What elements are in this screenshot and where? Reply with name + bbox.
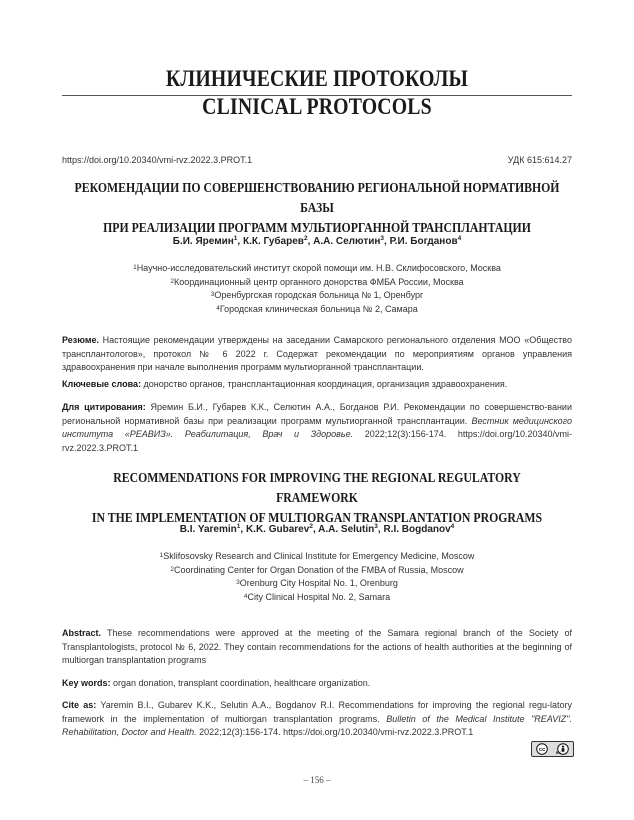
author-sup: 3 xyxy=(374,523,378,530)
cite-label: Для цитирования: xyxy=(62,402,146,412)
author-sep: , xyxy=(377,524,384,535)
author-sep: , xyxy=(307,236,314,247)
author-name: R.I. Bogdanov xyxy=(383,524,451,535)
udk-code: УДК 615:614.27 xyxy=(507,155,572,165)
keywords-text: донорство органов, трансплантационная координация, организация здравоохранения. xyxy=(143,379,508,389)
affiliation-sup: 2 xyxy=(170,565,174,573)
affiliation-sup: 2 xyxy=(170,277,174,285)
affiliation-text: Coordinating Center for Organ Donation of the FMBA of Russia, Moscow xyxy=(173,564,464,575)
author-sep: , xyxy=(384,236,390,247)
author-name: Б.И. Яремин xyxy=(172,236,234,247)
citation-en xyxy=(62,699,572,740)
citation-ru xyxy=(62,401,572,455)
author-sup: 4 xyxy=(457,235,462,242)
cite-doi-link[interactable]: https://doi.org/10.20340/vmi-rvz.2022.3.PROT.1 xyxy=(62,429,572,453)
author-sup: 2 xyxy=(309,523,313,530)
svg-text:cc: cc xyxy=(539,747,546,754)
cite-text: Yaremin B.I., Gubarev K.K., Selutin A.A., Bogdanov R.I. Recommendations for improving the regional regu-latory framework in the implementation of multiorgan transplantation programs. xyxy=(62,700,573,724)
affiliation-sup: 3 xyxy=(236,579,240,587)
author-name: A.A. Selutin xyxy=(318,524,375,535)
affiliation-sup: 4 xyxy=(216,304,220,312)
affiliation-sup: 1 xyxy=(133,264,137,271)
keywords-label: Key words: xyxy=(62,678,111,688)
affiliation-text: Городская клиническая больница № 2, Самара xyxy=(219,303,418,314)
authors-en xyxy=(0,524,634,535)
affiliation-text: Координационный центр органного донорства ФМБА России, Москва xyxy=(173,276,464,287)
author-sup: 1 xyxy=(233,235,238,242)
keywords-text: organ donation, transplant coordination, healthcare organization. xyxy=(113,678,371,688)
affiliation xyxy=(0,591,634,605)
article-title-ru-line2: ПРИ РЕАЛИЗАЦИИ ПРОГРАММ МУЛЬТИОРГАННОЙ ТРАНСПЛАНТАЦИИ xyxy=(103,220,531,235)
keywords-ru xyxy=(62,378,572,392)
affiliation-text: Sklifosovsky Research and Clinical Institute for Emergency Medicine, Moscow xyxy=(163,551,475,561)
author-sup: 2 xyxy=(303,235,308,242)
article-title-ru-line1: РЕКОМЕНДАЦИИ ПО СОВЕРШЕНСТВОВАНИЮ РЕГИОНАЛЬНОЙ НОРМАТИВНОЙ БАЗЫ xyxy=(74,180,560,215)
affiliation-sup: 3 xyxy=(210,291,215,299)
affiliation-text: Оренбургская городская больница № 1, Оренбург xyxy=(214,290,424,301)
author-sep: , xyxy=(312,524,319,535)
affiliations-en xyxy=(0,550,634,604)
author-name: А.А. Селютин xyxy=(313,236,381,247)
license-badge-text: BY xyxy=(556,751,561,755)
author-name: B.I. Yaremin xyxy=(179,524,237,535)
article-title-en-line2: IN THE IMPLEMENTATION OF MULTIORGAN TRANSPLANTATION PROGRAMS xyxy=(91,510,543,525)
keywords-label: Ключевые слова: xyxy=(62,379,142,389)
abstract-text: These recommendations were approved at the meeting of the Samara regional branch of the Society of Transplantologists, protocol № 6, 2022. They contain recommendations for the actions of health authorities at the beginning of multiorgan transplantation programs xyxy=(62,628,572,666)
affiliation xyxy=(0,289,634,303)
affiliation-text: Orenburg City Hospital No. 1, Orenburg xyxy=(239,578,398,589)
cc-by-license-badge[interactable] xyxy=(531,741,574,757)
affiliation xyxy=(0,577,634,591)
keywords-en xyxy=(62,677,572,691)
cite-label: Cite as: xyxy=(62,700,97,710)
affiliation-sup: 1 xyxy=(159,552,164,559)
author-sep: , xyxy=(240,524,246,535)
author-sup: 3 xyxy=(380,235,385,242)
affiliation xyxy=(0,564,634,578)
affiliation xyxy=(0,262,634,276)
cite-text: Яремин Б.И., Губарев К.К., Селютин А.А., Богданов Р.И. Рекомендации по совершенство-вании региональной нормативной базы при реализации программ мультиорганной трансплантации. xyxy=(62,402,572,426)
article-title-en xyxy=(73,468,561,528)
article-title-ru xyxy=(73,178,561,238)
author-name: K.K. Gubarev xyxy=(245,524,310,535)
affiliation xyxy=(0,303,634,317)
abstract-ru xyxy=(62,334,572,375)
cite-journal: Вестник медицинского института «РЕАВИЗ». Реабилитация, Врач и Здоровье. xyxy=(62,415,572,440)
cite-journal: Bulletin of the Medical Institute "REAVIZ". Rehabilitation, Doctor and Health. xyxy=(62,713,572,738)
affiliations-ru xyxy=(0,262,634,316)
affiliation-text: City Clinical Hospital No. 2, Samara xyxy=(247,591,391,602)
cite-tail: 2022;12(3):156-174. xyxy=(364,429,447,440)
author-name: Р.И. Богданов xyxy=(389,236,458,247)
cite-tail: 2022;12(3):156-174. https://doi.org/10.20340/vmi-rvz.2022.3.PROT.1 xyxy=(199,727,474,738)
affiliation xyxy=(0,276,634,290)
abstract-label: Резюме. xyxy=(62,335,99,345)
doi-link[interactable]: https://doi.org/10.20340/vmi-rvz.2022.3.PROT.1 xyxy=(62,155,253,165)
section-title-en: CLINICAL PROTOCOLS xyxy=(202,94,432,119)
abstract-en xyxy=(62,627,572,668)
cc-icon xyxy=(536,743,548,755)
section-title-ru: КЛИНИЧЕСКИЕ ПРОТОКОЛЫ xyxy=(165,66,469,91)
page-number: – 156 – xyxy=(303,775,331,785)
abstract-text: Настоящие рекомендации утверждены на заседании Самарского регионального отделения МОО «Общество трансплантологов», протокол № 6 2022 г. Содержат рекомендации по мероприятиям органов управления здравоохранения при начале выполнения программ мультиорганной трансплантации. xyxy=(62,335,572,373)
affiliation-sup: 4 xyxy=(243,592,248,600)
author-sup: 4 xyxy=(450,523,455,530)
affiliation xyxy=(0,550,634,564)
author-name: К.К. Губарев xyxy=(242,236,304,247)
author-sep: , xyxy=(237,236,243,247)
affiliation-text: Научно-исследовательский институт скорой помощи им. Н.В. Склифосовского, Москва xyxy=(136,263,501,273)
abstract-label: Abstract. xyxy=(62,628,102,638)
author-sup: 1 xyxy=(236,523,241,530)
authors-ru xyxy=(0,236,634,247)
article-title-en-line1: RECOMMENDATIONS FOR IMPROVING THE REGIONAL REGULATORY FRAMEWORK xyxy=(113,470,521,505)
